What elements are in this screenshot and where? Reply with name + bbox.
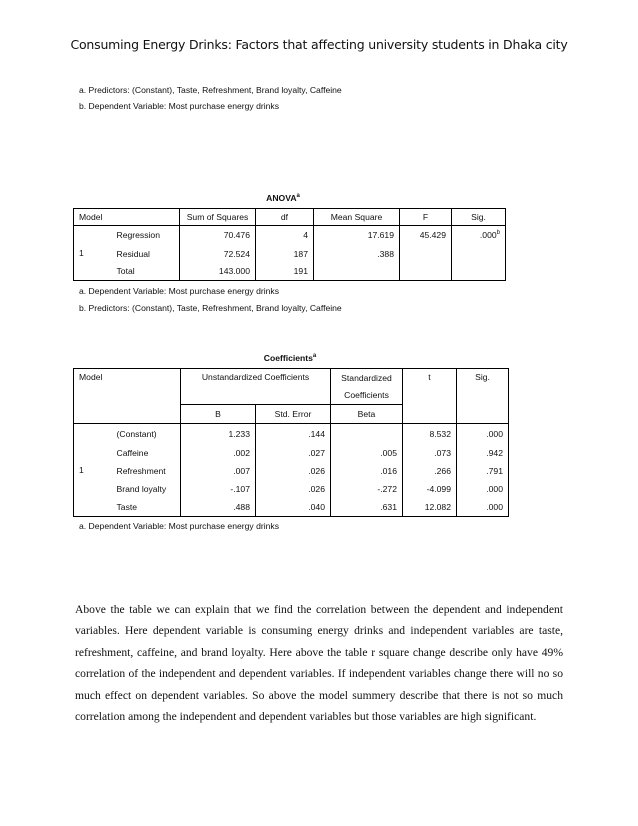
table-row xyxy=(74,226,506,245)
table-row xyxy=(74,444,509,462)
coef-header-t: t xyxy=(403,369,457,405)
coef-header-model: Model xyxy=(74,369,181,405)
coef-cell: .073 xyxy=(403,444,457,462)
anova-cell: 70.476 xyxy=(180,226,256,245)
table-row xyxy=(74,480,509,498)
coef-cell: .040 xyxy=(256,498,331,517)
coef-cell: 8.532 xyxy=(403,424,457,444)
coef-cell: .026 xyxy=(256,462,331,480)
coef-cell: .000 xyxy=(457,480,509,498)
anova-cell: 143.000 xyxy=(180,263,256,281)
coef-header-unstd: Unstandardized Coefficients xyxy=(181,369,331,405)
coef-cell xyxy=(331,424,403,444)
coef-cell: .488 xyxy=(181,498,256,517)
coefficients-table xyxy=(73,368,509,517)
coef-cell: .002 xyxy=(181,444,256,462)
anova-header-df: df xyxy=(256,209,314,226)
coef-header-blank xyxy=(457,405,509,424)
anova-row-label: Regression xyxy=(116,230,160,241)
coef-row-label: (Constant) xyxy=(116,428,157,439)
coef-row-label: Refreshment xyxy=(116,465,166,476)
coef-row-label: Taste xyxy=(112,498,181,517)
anova-header-ss: Sum of Squares xyxy=(180,209,256,226)
coef-row-label: Caffeine xyxy=(116,447,149,458)
coef-cell: .000 xyxy=(457,498,509,517)
table-row xyxy=(74,245,506,263)
page-title: Consuming Energy Drinks: Factors that affecting university students in Dhaka city xyxy=(70,37,568,52)
anova-header-ms: Mean Square xyxy=(314,209,400,226)
coef-cell: .791 xyxy=(457,462,509,480)
anova-header-model: Model xyxy=(74,209,180,226)
anova-model-number: 1 xyxy=(74,226,112,281)
coef-cell: .000 xyxy=(457,424,509,444)
anova-table xyxy=(73,208,506,281)
coef-cell: -4.099 xyxy=(403,480,457,498)
anova-cell: 72.524 xyxy=(180,245,256,263)
anova-row-label: Residual xyxy=(116,248,150,259)
anova-cell: .388 xyxy=(314,245,400,263)
table-row xyxy=(74,263,506,281)
coef-header-sig: Sig. xyxy=(457,369,509,405)
coef-header-b: B xyxy=(181,405,256,424)
anova-cell xyxy=(452,245,506,263)
coef-header-blank xyxy=(74,405,181,424)
coef-cell: .942 xyxy=(457,444,509,462)
anova-cell: 4 xyxy=(256,226,314,245)
coef-header-beta: Beta xyxy=(331,405,403,424)
coef-cell: -.107 xyxy=(181,480,256,498)
coef-cell: .144 xyxy=(256,424,331,444)
anova-cell xyxy=(400,263,452,281)
table-row xyxy=(74,498,509,517)
coef-cell: 1.233 xyxy=(181,424,256,444)
coefficients-title: Coefficients$^a$ xyxy=(263,353,317,363)
coef-header-se: Std. Error xyxy=(256,405,331,424)
table-row xyxy=(74,424,509,444)
anova-header-sig: Sig. xyxy=(452,209,506,226)
anova-cell: 45.429 xyxy=(400,226,452,245)
anova-note-b: b. Predictors: (Constant), Taste, Refreshment, Brand loyalty, Caffeine xyxy=(79,303,342,313)
coef-cell: .631 xyxy=(331,498,403,517)
anova-cell xyxy=(452,263,506,281)
coef-model-number: 1 xyxy=(74,424,112,517)
coef-header-std-line1: Standardized xyxy=(331,369,403,387)
anova-cell: 191 xyxy=(256,263,314,281)
anova-header-f: F xyxy=(400,209,452,226)
anova-cell-sig: .000$^b$ xyxy=(452,226,506,245)
coefficients-note: a. Dependent Variable: Most purchase energy drinks xyxy=(79,521,279,531)
coef-cell: -.272 xyxy=(331,480,403,498)
coef-cell: .007 xyxy=(181,462,256,480)
anova-title: ANOVA$^a$ xyxy=(266,193,300,203)
anova-note-a: a. Dependent Variable: Most purchase energy drinks xyxy=(79,286,279,296)
table-row xyxy=(74,462,509,480)
coef-cell: .016 xyxy=(331,462,403,480)
anova-row-label: Total xyxy=(112,263,180,281)
body-paragraph: Above the table we can explain that we find the correlation between the dependent and independent variables. Here dependent variable is consuming energy drinks and independent variables are taste, refreshment, caffeine, and brand loyalty. Here above the table r square change describe only have 49% correlation of the independent and dependent variables. If independent variables change there will no so much effect on dependent variables. So above the model summery describe that there is not so much correlation among the independent and dependent variables but those variables are high significant. xyxy=(75,603,563,724)
coef-cell: .027 xyxy=(256,444,331,462)
coef-header-std-line2: Coefficients xyxy=(331,387,403,405)
coef-cell: .026 xyxy=(256,480,331,498)
coef-cell: .266 xyxy=(403,462,457,480)
coef-row-label: Brand loyalty xyxy=(116,483,167,494)
dependent-variable-note: b. Dependent Variable: Most purchase energy drinks xyxy=(79,101,279,111)
anova-cell xyxy=(400,245,452,263)
coef-cell: .005 xyxy=(331,444,403,462)
coef-header-blank xyxy=(403,405,457,424)
coef-cell: 12.082 xyxy=(403,498,457,517)
anova-cell xyxy=(314,263,400,281)
anova-cell: 187 xyxy=(256,245,314,263)
predictors-note: a. Predictors: (Constant), Taste, Refreshment, Brand loyalty, Caffeine xyxy=(79,85,342,95)
anova-cell: 17.619 xyxy=(314,226,400,245)
